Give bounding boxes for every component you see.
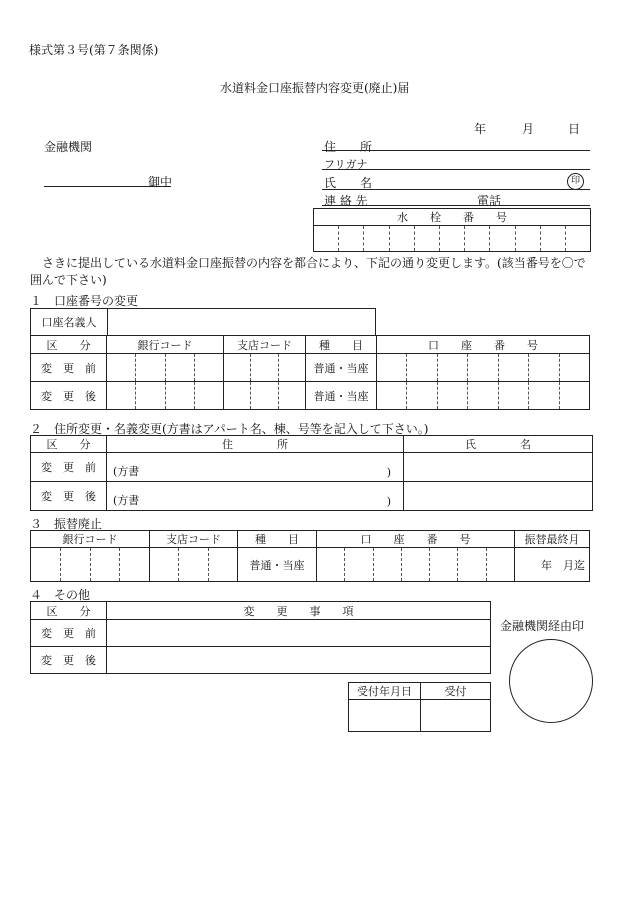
name-label: 氏 名: [324, 176, 373, 190]
s1-after-type[interactable]: 普通・当座: [306, 382, 377, 410]
s1-row-before-label: 変 更 前: [31, 354, 107, 382]
s1-before-branch-code[interactable]: [224, 354, 306, 382]
meter-number-cells[interactable]: [314, 226, 591, 252]
name-line[interactable]: [322, 189, 590, 190]
reception-date-cell[interactable]: [349, 700, 421, 732]
s3-header-bank-code: 銀行コード: [31, 531, 150, 548]
s2-header-name: 氏 名: [404, 436, 593, 453]
furigana-label: フリガナ: [324, 158, 368, 171]
onchu-label: 御中: [148, 175, 173, 189]
reception-table: [348, 682, 491, 732]
s3-branch-code[interactable]: [150, 548, 238, 582]
contact-label: 連 絡 先: [324, 194, 368, 208]
s4-row-after-label: 変 更 後: [31, 647, 107, 674]
phone-label: 電話: [477, 194, 502, 208]
contact-line[interactable]: [322, 205, 590, 206]
account-change-table: [30, 335, 590, 410]
s2-after-address[interactable]: [107, 482, 404, 511]
s4-before-matter[interactable]: [107, 620, 491, 647]
account-holder-input[interactable]: [108, 309, 376, 336]
reception-stamp-cell[interactable]: [421, 700, 491, 732]
date-month-label: 月: [522, 122, 535, 136]
s3-header-last-month: 振替最終月: [515, 531, 590, 548]
cancellation-table: [30, 530, 590, 582]
s3-last-month[interactable]: 年 月迄: [515, 548, 590, 582]
section2-title: ２ 住所変更・名義変更(方書はアパート名、棟、号等を記入して下さい。): [30, 422, 429, 436]
s1-before-type[interactable]: 普通・当座: [306, 354, 377, 382]
s3-type[interactable]: 普通・当座: [238, 548, 317, 582]
s1-before-account[interactable]: [377, 354, 590, 382]
s1-header-bank-code: 銀行コード: [107, 336, 224, 354]
s1-header-branch-code: 支店コード: [224, 336, 306, 354]
s2-after-note-close: ): [386, 495, 391, 508]
s2-row-after-label: 変 更 後: [31, 482, 107, 511]
seal-mark: 印: [567, 173, 584, 190]
s3-header-account: 口 座 番 号: [317, 531, 515, 548]
s2-header-category: 区 分: [31, 436, 107, 453]
intro-text: さきに提出している水道料金口座振替の内容を都合により、下記の通り変更します。(該当番号を〇で囲んで下さい): [30, 256, 586, 287]
form-id: 様式第３号(第７条関係): [29, 43, 159, 57]
section3-title: ３ 振替廃止: [30, 517, 103, 531]
s2-before-name[interactable]: [404, 453, 593, 482]
s2-before-note-close: ): [386, 466, 391, 479]
address-line[interactable]: [322, 150, 590, 151]
s3-account[interactable]: [317, 548, 515, 582]
meter-number-table: [313, 208, 591, 252]
furigana-line[interactable]: [322, 169, 590, 170]
address-name-change-table: [30, 435, 593, 511]
date-day-label: 日: [568, 122, 581, 136]
address-label: 住 所: [324, 140, 373, 154]
s3-header-type: 種 目: [238, 531, 317, 548]
bank-stamp-circle[interactable]: [509, 639, 593, 723]
s4-header-category: 区 分: [31, 602, 107, 620]
s3-bank-code[interactable]: [31, 548, 150, 582]
s2-after-name[interactable]: [404, 482, 593, 511]
s2-before-note-open: (方書: [113, 465, 140, 478]
s2-after-note-open: (方書: [113, 494, 140, 507]
s1-header-category: 区 分: [31, 336, 107, 354]
reception-stamp-label: 受付: [421, 683, 491, 700]
s1-after-branch-code[interactable]: [224, 382, 306, 410]
s4-row-before-label: 変 更 前: [31, 620, 107, 647]
section1-title: １ 口座番号の変更: [30, 294, 139, 308]
account-holder-label: 口座名義人: [31, 309, 108, 336]
bank-stamp-label: 金融機関経由印: [500, 619, 585, 633]
s2-before-address[interactable]: [107, 453, 404, 482]
s3-header-branch-code: 支店コード: [150, 531, 238, 548]
page-title: 水道料金口座振替内容変更(廃止)届: [220, 81, 410, 95]
bank-label: 金融機関: [44, 140, 93, 154]
s1-row-after-label: 変 更 後: [31, 382, 107, 410]
s2-row-before-label: 変 更 前: [31, 453, 107, 482]
s1-header-account: 口 座 番 号: [377, 336, 590, 354]
s1-after-account[interactable]: [377, 382, 590, 410]
meter-number-header: 水 栓 番 号: [314, 209, 591, 226]
s1-after-bank-code[interactable]: [107, 382, 224, 410]
s4-header-matter: 変 更 事 項: [107, 602, 491, 620]
s4-after-matter[interactable]: [107, 647, 491, 674]
s1-header-type: 種 目: [306, 336, 377, 354]
s2-header-address: 住 所: [107, 436, 404, 453]
account-holder-table: [30, 308, 376, 336]
section4-title: ４ その他: [30, 588, 91, 602]
reception-date-label: 受付年月日: [349, 683, 421, 700]
date-year-label: 年: [474, 122, 487, 136]
s1-before-bank-code[interactable]: [107, 354, 224, 382]
other-changes-table: [30, 601, 491, 674]
